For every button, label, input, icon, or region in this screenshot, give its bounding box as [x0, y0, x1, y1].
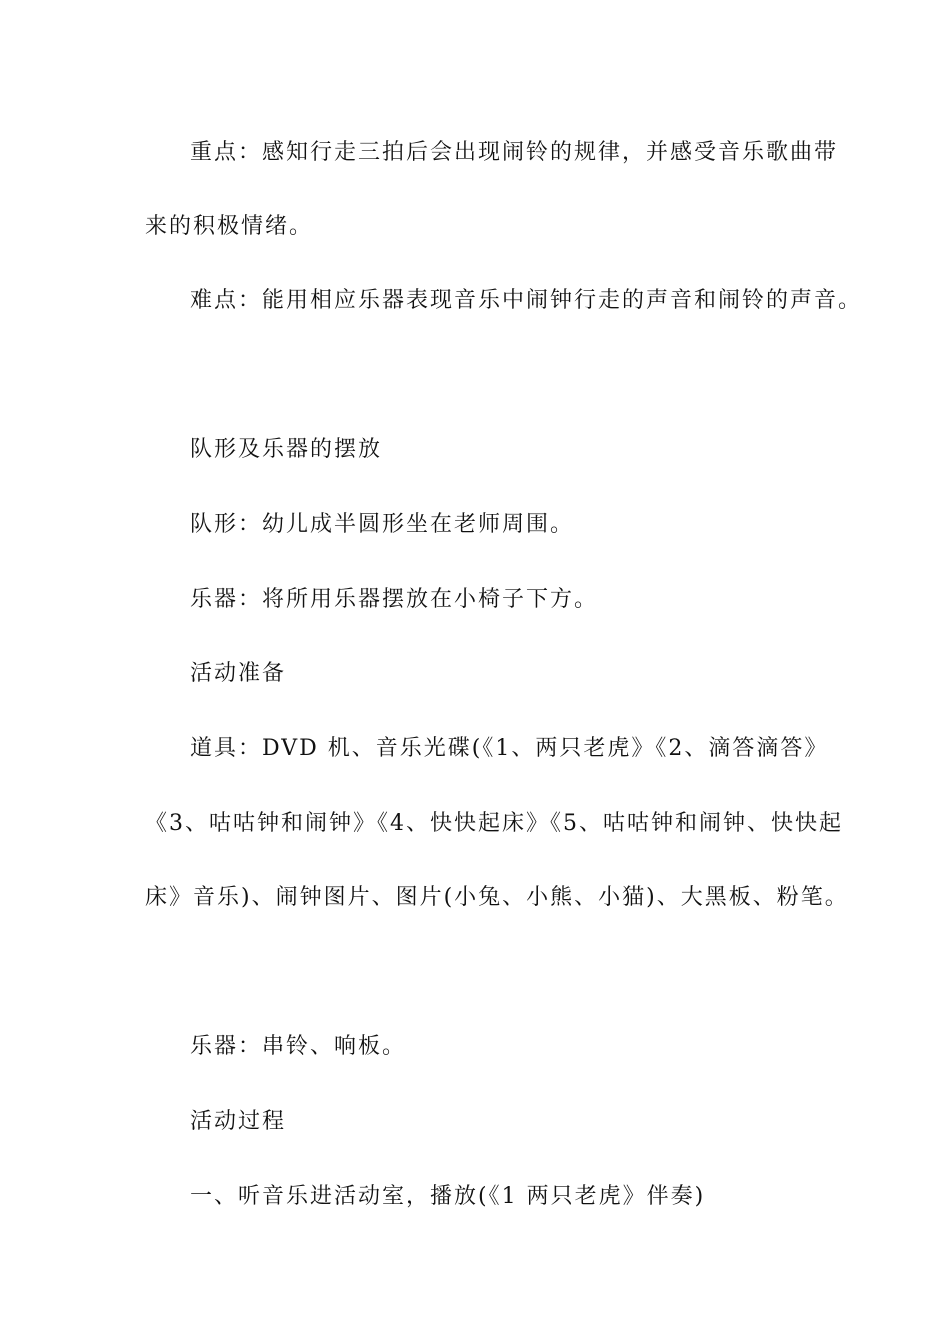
instrument-placement-text: 乐器：将所用乐器摆放在小椅子下方。 [190, 587, 599, 612]
key-point-line1: 重点：感知行走三拍后会出现闹铃的规律，并感受音乐歌曲带 [190, 140, 839, 165]
key-point-line2: 来的积极情绪。 [145, 214, 314, 239]
step-one-text: 一、听音乐进活动室，播放(《1 两只老虎》伴奏) [190, 1184, 706, 1209]
props-line2: 《3、咕咕钟和闹钟》《4、快快起床》《5、咕咕钟和闹钟、快快起 [145, 811, 843, 836]
props-line1: 道具：DVD 机、音乐光碟(《1、两只老虎》《2、滴答滴答》 [190, 736, 829, 761]
difficulty-text: 难点：能用相应乐器表现音乐中闹钟行走的声音和闹铃的声音。 [190, 288, 863, 313]
formation-text: 队形：幼儿成半圆形坐在老师周围。 [190, 512, 575, 537]
props-line3: 床》音乐)、闹钟图片、图片(小兔、小熊、小猫)、大黑板、粉笔。 [145, 885, 849, 910]
formation-heading: 队形及乐器的摆放 [190, 437, 383, 462]
prep-heading: 活动准备 [190, 661, 287, 686]
instruments-text: 乐器：串铃、响板。 [190, 1034, 407, 1059]
process-heading: 活动过程 [190, 1109, 287, 1134]
